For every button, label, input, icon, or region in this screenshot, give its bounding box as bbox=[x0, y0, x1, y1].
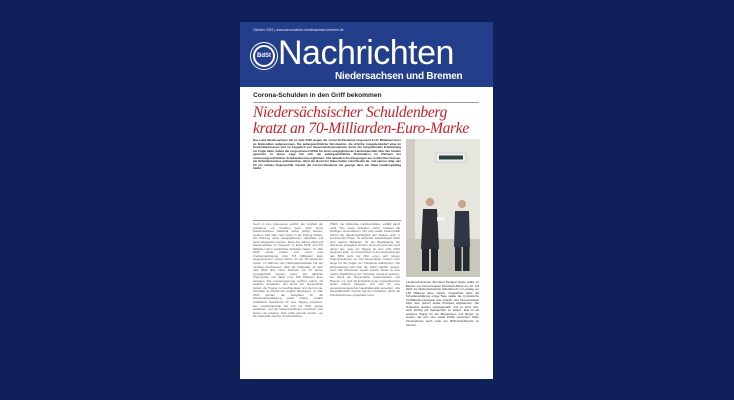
body-column-2: Pflicht, die Notkredite zurückzuzahlen, entfällt damit nicht. Wer heute Schulden macht, belastet die künftigen Generationen. Nur eine solide Finanzpolitik sichert die Handlungsfähigkeit des Staates auch in kommenden Krisen. Im laufenden Haushaltsjahr 2021 sind weitere Milliarden für die Bewältigung der Pandemie eingeplant worden. Dennoch geht das Land davon aus, dass die Tilgung ab dem Jahr 2024 beginnen kann. Im Unterschied zu den Empfehlungen des BdSt sieht der Plan einen sehr langen Tilgungszeitraum vor. Die Steuerzahler müssen noch lange für die Folgen der Pandemie aufkommen. Die Zinsbelastung wird über die Jahre spürbar steigen, wenn das Zinsniveau wieder anzieht. Daher ist eine rasche Rückführung der Schulden dringend geboten. Der Bund der Steuerzahler Niedersachsen und Bremen e.V. wird die Entwicklung der Landesfinanzen weiter kritisch begleiten und sich für eine generationengerechte Haushaltspolitik einsetzen. Alle Haushaltsmittel müssen auf den Prüfstand, damit die Schuldenbremse eingehalten wird. bbox=[330, 223, 400, 297]
logo-text: BdSt bbox=[257, 53, 271, 59]
newsletter-page bbox=[240, 22, 493, 379]
newsletter-header bbox=[240, 22, 493, 87]
article-lead: Das Land Niedersachsen hat im Jahr 2020 wegen der Covid-19-Pandemie insgesamt 8,147 Milliarden Euro an Notkrediten aufgenommen. Die außergewöhnliche Notsituation, die erhöhte Ausgabenbedarf etwa im Gesundheitswesen und im Ausgleich von Steuermindereinnahmen durch die konjunkturelle Entwicklung zur Folge hatte, haben die vorgesehenen Mittel für einen ausgeglichenen Landeshaushalt über den Haufen geworfen. In dieser Lage hat sich die außergewöhnliche Notsituation im Rahmen der verfassungsrechtlichen Schuldenbremse legitimiert. Alle aktuellen Anstrengungen aus politischen Kreisen, die Schuldenbremse aufzuweichen, lehnt der Bund der Steuerzahler entschieden ab, und ebenso tätig sein für ein solides Finanzpolitik. Gerade die Corona-Pandemie hat gezeigt, dass der Staat handlungsfähig bleibt. bbox=[253, 139, 401, 171]
body-column-1: Noch ist eine Atempause gefühlt. Ein Großteil der Aufnahme von Krediten kann nicht durch Niedersachsens Haushalt selbst getilgt werden, sondern wird über viele Jahre in die Tilgung fließen. Die Planung eines ausgeglichenen Haushalts soll nicht aufgegeben werden. Ende des Jahres 2024 soll Niedersachsen im Vergleich zu Ende 2019 rund 8,5 Milliarden Euro zusätzliche Schulden haben. Im Jahr 2020 wurde zudem vom Land eine Kreditermächtigung über 8,8 Milliarden Euro ausgesprochen, wovon bisher nur ein Teil abgerufen wurde. Im Rahmen des Nachtragshaushalts hat der Landtag beschlossen, dass die Notkredite ab dem Jahr 2024 über einen Zeitraum von 25 Jahren zurückgezahlt werden sollen. Die jährliche Tilgungsrate soll dabei rund 320 Millionen Euro betragen. Die Landesregierung rechnet zudem mit weiteren Zinslasten. Der Bund der Steuerzahler fordert, die Tilgung zu beschleunigen und die Corona-Schulden so schnell wie möglich abzubauen. Im Jahr 2022 werden die Ausgaben für die Pandemiebewältigung weiter sinken, sodass zusätzliche Spielräume für eine Tilgung entstehen. Der Landeshaushalt hat sich bis 2021 wieder stabilisiert, und die Steuereinnahmen entwickeln sich besser als erwartet. Dies sollte genutzt werden, um die Notkredite rascher zurückzuführen. bbox=[253, 223, 323, 319]
bdst-logo-icon bbox=[253, 45, 275, 67]
photo-illustration bbox=[406, 139, 480, 277]
photo-caption: Landesvorsitzender Bernhard Zentgraf (links) stellte im Beisein von Finanzminister Reinhold Hilbers am 16. Juli 2021 die Niedersächsische Schuldenuhr im Landtag um 145 Millionen Euro zurück. Ungeachtet hatte die Schuldenerklärung einige Tage später die symbolische 70-Milliarden-Schwelle fast erreicht. Der Finanzminister kann dem jedoch etwas Positives abgewinnen: Die Notkredite werden zurückgezahlt, und es lohnt sich, auch künftig auf Sparsamkeit zu achten. Das ist als positives Signal für die Bürgerinnen und Bürger zu werten, die sich eine solide Politik wünschen. Mehr Informationen auch unter der BdSt-Schuldenuhr im Internet. bbox=[406, 281, 479, 327]
article-kicker: Corona-Schulden in den Griff bekommen bbox=[253, 92, 382, 99]
lead-divider bbox=[253, 220, 401, 221]
newsletter-title: Nachrichten bbox=[278, 34, 454, 72]
issue-meta: Oktober 2021 | www.steuerzahler-niedersachsen-bremen.de bbox=[253, 28, 344, 32]
headline-line-2: kratzt an 70-Milliarden-Euro-Marke bbox=[253, 120, 469, 137]
newsletter-subtitle: Niedersachsen und Bremen bbox=[335, 71, 463, 82]
divider bbox=[253, 102, 479, 103]
article-photo bbox=[406, 139, 480, 277]
headline-line-1: Niedersächsischer Schuldenberg bbox=[253, 104, 448, 121]
article-headline bbox=[253, 105, 483, 137]
